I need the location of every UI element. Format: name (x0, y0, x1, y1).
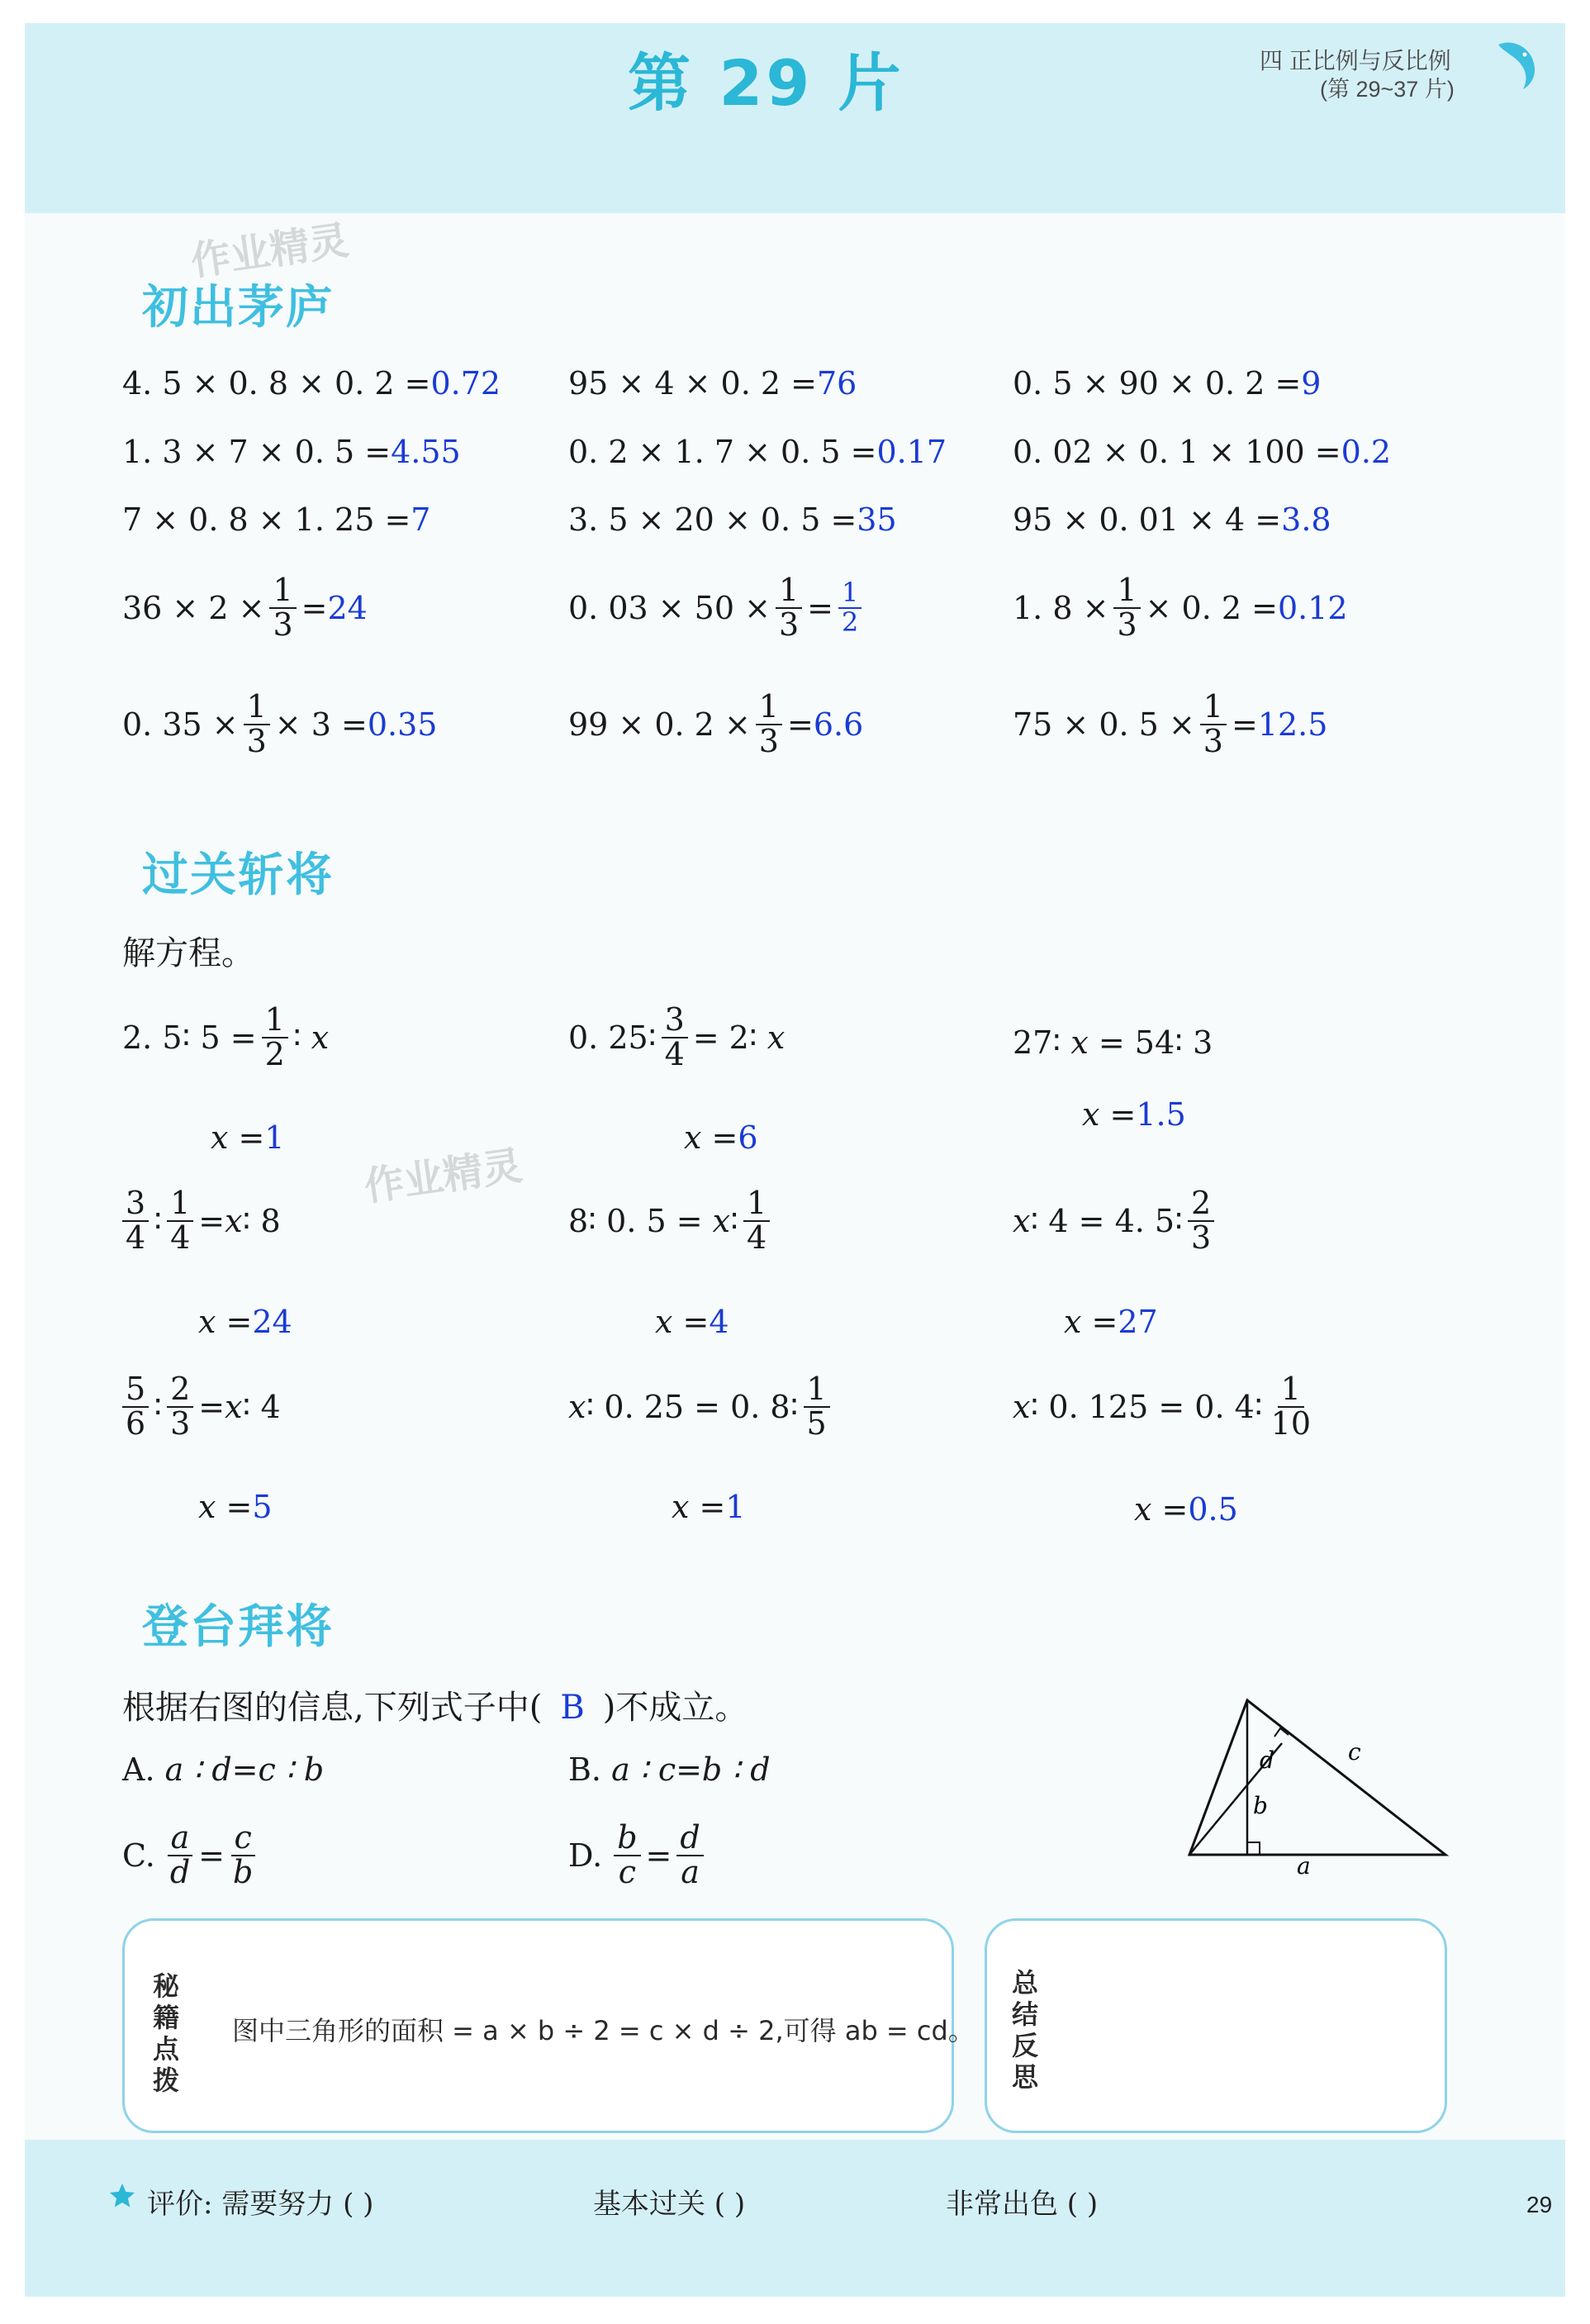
calc-r2c1: 1. 3 × 7 × 0. 5 = 4.55 (122, 434, 461, 470)
rating-basic-pass: 基本过关 ( ) (593, 2188, 746, 2221)
reflection-label: 总结反思 (1012, 1967, 1039, 2093)
calc-r3c3: 95 × 0. 01 × 4 = 3.8 (1013, 501, 1331, 538)
label-a: a (1297, 1852, 1311, 1875)
solution-3: x =1.5 (1082, 1096, 1186, 1133)
solution-9: x =0.5 (1134, 1491, 1238, 1528)
calc-r3c2: 3. 5 × 20 × 0. 5 = 35 (568, 501, 897, 538)
solution-4: x =24 (198, 1304, 292, 1340)
instruction: 解方程。 (122, 934, 254, 972)
tip-text: 图中三角形的面积 = a × b ÷ 2 = c × d ÷ 2,可得 ab = cd。 (232, 2015, 975, 2046)
equation-7: $\frac{5}{6}$ ∶ $\frac{2}{3}$ = x ∶ 4 (122, 1373, 281, 1441)
solution-5: x =4 (655, 1304, 729, 1340)
star-icon (107, 2181, 137, 2211)
calc-r5c1: 0. 35 × $\frac{1}{3}$ × 3 = 0.35 (122, 688, 438, 759)
watermark: 作业精灵 (361, 1142, 525, 1211)
solution-8: x =1 (672, 1489, 746, 1525)
calc-r4c1: 36 × 2 × $\frac{1}{3}$ = 24 (122, 572, 368, 643)
option-d: D. $\frac{b}{c}$ = $\frac{d}{a}$ (568, 1822, 709, 1889)
label-d: d (1260, 1747, 1274, 1774)
tip-label: 秘籍点拨 (153, 1970, 180, 2096)
label-b: b (1253, 1792, 1268, 1819)
calc-r1c3: 0. 5 × 90 × 0. 2 = 9 (1013, 365, 1322, 402)
section-title-2: 过关斩将 (142, 839, 334, 905)
calc-r1c1: 4. 5 × 0. 8 × 0. 2 = 0.72 (122, 365, 501, 402)
calc-r2c2: 0. 2 × 1. 7 × 0. 5 = 0.17 (568, 434, 947, 470)
equation-5: 8∶ 0. 5 = x ∶ $\frac{1}{4}$ (568, 1187, 775, 1255)
calc-r1c2: 95 × 4 × 0. 2 = 76 (568, 365, 857, 402)
dolphin-icon (1493, 36, 1538, 91)
equation-9: x ∶ 0. 125 = 0. 4∶ $\frac{1}{10}$ (1013, 1371, 1312, 1442)
watermark: 作业精灵 (187, 216, 352, 286)
solution-2: x =6 (684, 1119, 758, 1156)
option-c: C. $\frac{a}{d}$ = $\frac{c}{b}$ (122, 1822, 261, 1889)
rating-needs-effort: 评价: 需要努力 ( ) (147, 2188, 374, 2221)
solution-7: x =5 (198, 1489, 273, 1525)
question: 根据右图的信息,下列式子中( B )不成立。 (122, 1689, 748, 1727)
equation-3: 27∶ x = 54∶ 3 (1013, 1024, 1213, 1061)
equation-4: $\frac{3}{4}$ ∶ $\frac{1}{4}$ = x ∶ 8 (122, 1187, 281, 1255)
equation-6: x ∶ 4 = 4. 5∶ $\frac{2}{3}$ (1013, 1187, 1219, 1255)
sheet-title: 第 29 片 (628, 46, 904, 120)
rating-excellent: 非常出色 ( ) (946, 2188, 1099, 2221)
calc-r2c3: 0. 02 × 0. 1 × 100 = 0.2 (1013, 434, 1392, 470)
equation-1: 2. 5∶ 5 = $\frac{1}{2}$ ∶ x (122, 1001, 330, 1072)
unit-label: 四 正比例与反比例 (1260, 48, 1451, 74)
page-number: 29 (1526, 2192, 1553, 2217)
calc-r4c3: 1. 8 × $\frac{1}{3}$ × 0. 2 = 0.12 (1013, 572, 1348, 643)
option-a: A. a ∶ d=c ∶ b (122, 1751, 325, 1788)
calc-r4c2: 0. 03 × 50 × $\frac{1}{3}$ = $\frac{1}{2}$ (568, 574, 866, 642)
section-title-1: 初出茅庐 (142, 271, 334, 337)
tip-box (122, 1918, 975, 2133)
solution-6: x =27 (1064, 1304, 1158, 1340)
label-c: c (1348, 1738, 1361, 1766)
equation-2: 0. 25∶ $\frac{3}{4}$ = 2∶ x (568, 1001, 786, 1072)
section-title-3: 登台拜将 (142, 1590, 334, 1656)
reflection-box (985, 1918, 1447, 2133)
calc-r5c3: 75 × 0. 5 × $\frac{1}{3}$ = 12.5 (1013, 688, 1328, 759)
unit-range: (第 29~37 片) (1320, 77, 1455, 102)
equation-8: x ∶ 0. 25 = 0. 8∶ $\frac{1}{5}$ (568, 1373, 835, 1441)
calc-r5c2: 99 × 0. 2 × $\frac{1}{3}$ = 6.6 (568, 688, 864, 759)
option-b: B. a ∶ c=b ∶ d (568, 1751, 771, 1788)
triangle-figure (1181, 1685, 1454, 1875)
solution-1: x =1 (211, 1119, 285, 1156)
calc-r3c1: 7 × 0. 8 × 1. 25 = 7 (122, 501, 431, 538)
